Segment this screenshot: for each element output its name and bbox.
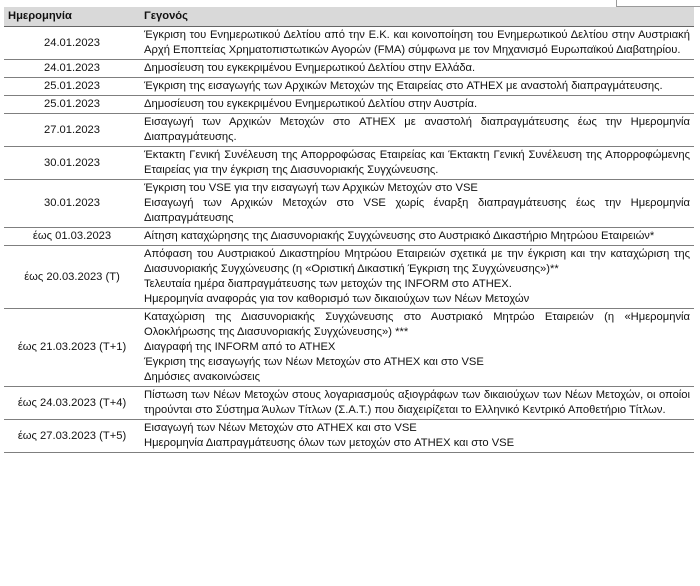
table-header-row bbox=[4, 7, 694, 27]
table-row bbox=[4, 180, 694, 228]
table-row bbox=[4, 246, 694, 309]
event-description bbox=[140, 114, 694, 147]
date-column-header: Ημερομηνία bbox=[4, 7, 140, 27]
event-description bbox=[140, 60, 694, 78]
table-body bbox=[4, 27, 694, 453]
event-description-line: Καταχώριση της Διασυνοριακής Συγχώνευσης στο Αυστριακό Μητρώο Εταιρειών (η «Ημερομηνία Ολοκλήρωσης της Διασυνοριακής Συγχώνευσης») *** bbox=[144, 311, 690, 338]
event-date: έως 01.03.2023 bbox=[4, 228, 140, 246]
table-row bbox=[4, 78, 694, 96]
event-date: 30.01.2023 bbox=[4, 147, 140, 180]
event-description-line: Έκτακτη Γενική Συνέλευση της Απορροφώσας Εταιρείας και Έκτακτη Γενική Συνέλευση της Απορροφώμενης Εταιρείας για την έγκριση της Διασυνοριακής Συγχώνευσης. bbox=[144, 149, 690, 176]
events-timetable bbox=[4, 7, 694, 453]
event-date: 25.01.2023 bbox=[4, 78, 140, 96]
event-description bbox=[140, 309, 694, 387]
event-date: 24.01.2023 bbox=[4, 60, 140, 78]
event-description-line: Ημερομηνία αναφοράς για τον καθορισμό των δικαιούχων των Νέων Μετοχών bbox=[144, 293, 530, 305]
event-description-line: Έγκριση του VSE για την εισαγωγή των Αρχικών Μετοχών στο VSE bbox=[144, 182, 478, 194]
table-row bbox=[4, 147, 694, 180]
header-border-fragment bbox=[616, 0, 700, 7]
event-description-line: Πίστωση των Νέων Μετοχών στους λογαριασμούς αξιογράφων των δικαιούχων των Νέων Μετοχών, οι οποίοι τηρούνται στο Σύστημα Άυλων Τίτλων (Σ.Α.Τ.) που διαχειρίζεται το Ελληνικό Κεντρικό Αποθετήριο Τίτλων. bbox=[144, 389, 690, 416]
event-date: έως 27.03.2023 (T+5) bbox=[4, 420, 140, 453]
table-row bbox=[4, 96, 694, 114]
event-description-line: Αίτηση καταχώρησης της Διασυνοριακής Συγχώνευσης στο Αυστριακό Δικαστήριο Μητρώου Εταιρειών* bbox=[144, 230, 655, 242]
event-description-line: Έγκριση της εισαγωγής των Νέων Μετοχών στο ATHEX και στο VSE bbox=[144, 356, 484, 368]
event-date: έως 20.03.2023 (Τ) bbox=[4, 246, 140, 309]
table-row bbox=[4, 27, 694, 60]
event-description-line: Διαγραφή της INFORM από το ATHEX bbox=[144, 341, 336, 353]
event-column-header: Γεγονός bbox=[140, 7, 694, 27]
event-description bbox=[140, 420, 694, 453]
event-description bbox=[140, 246, 694, 309]
event-description-line: Δημόσιες ανακοινώσεις bbox=[144, 371, 261, 383]
table-row bbox=[4, 60, 694, 78]
event-date: 27.01.2023 bbox=[4, 114, 140, 147]
event-description-line: Δημοσίευση του εγκεκριμένου Ενημερωτικού Δελτίου στην Αυστρία. bbox=[144, 98, 478, 110]
event-date: 24.01.2023 bbox=[4, 27, 140, 60]
event-description bbox=[140, 78, 694, 96]
table-row bbox=[4, 228, 694, 246]
event-date: έως 21.03.2023 (T+1) bbox=[4, 309, 140, 387]
event-description bbox=[140, 228, 694, 246]
event-description-line: Ημερομηνία Διαπραγμάτευσης όλων των μετοχών στο ATHEX και στο VSE bbox=[144, 437, 515, 449]
event-description-line: Τελευταία ημέρα διαπραγμάτευσης των μετοχών της INFORM στο ATHEX. bbox=[144, 278, 512, 290]
event-description-line: Εισαγωγή των Αρχικών Μετοχών στο ATHEX με αναστολή διαπραγμάτευσης έως την Ημερομηνία Διαπραγμάτευσης. bbox=[144, 116, 690, 143]
event-date: έως 24.03.2023 (T+4) bbox=[4, 387, 140, 420]
event-description bbox=[140, 147, 694, 180]
event-description-line: Έγκριση της εισαγωγής των Αρχικών Μετοχών της Εταιρείας στο ATHEX με αναστολή διαπραγμάτευσης. bbox=[144, 80, 663, 92]
event-description-line: Εισαγωγή των Αρχικών Μετοχών στο VSE χωρίς έναρξη διαπραγμάτευσης έως την Ημερομηνία Διαπραγμάτευσης bbox=[144, 197, 690, 224]
event-description bbox=[140, 387, 694, 420]
table-row bbox=[4, 387, 694, 420]
event-description-line: Απόφαση του Αυστριακού Δικαστηρίου Μητρώου Εταιρειών σχετικά με την έγκριση και την καταχώριση της Διασυνοριακής Συγχώνευσης (η «Οριστική Δικαστική Έγκριση της Συγχώνευσης»)** bbox=[144, 248, 690, 275]
table-row bbox=[4, 420, 694, 453]
event-description bbox=[140, 27, 694, 60]
event-description bbox=[140, 96, 694, 114]
event-date: 30.01.2023 bbox=[4, 180, 140, 228]
table-row bbox=[4, 114, 694, 147]
event-description-line: Εισαγωγή των Νέων Μετοχών στο ATHEX και στο VSE bbox=[144, 422, 417, 434]
event-description-line: Έγκριση του Ενημερωτικού Δελτίου από την Ε.Κ. και κοινοποίηση του Ενημερωτικού Δελτίου στην Αυστριακή Αρχή Εποπτείας Χρηματοπιστωτικών Αγορών (FMA) σύμφωνα με τον Μηχανισμό Ευρωπαϊκού Διαβατηρίου. bbox=[144, 29, 690, 56]
table-row bbox=[4, 309, 694, 387]
event-description-line: Δημοσίευση του εγκεκριμένου Ενημερωτικού Δελτίου στην Ελλάδα. bbox=[144, 62, 476, 74]
event-description bbox=[140, 180, 694, 228]
event-date: 25.01.2023 bbox=[4, 96, 140, 114]
